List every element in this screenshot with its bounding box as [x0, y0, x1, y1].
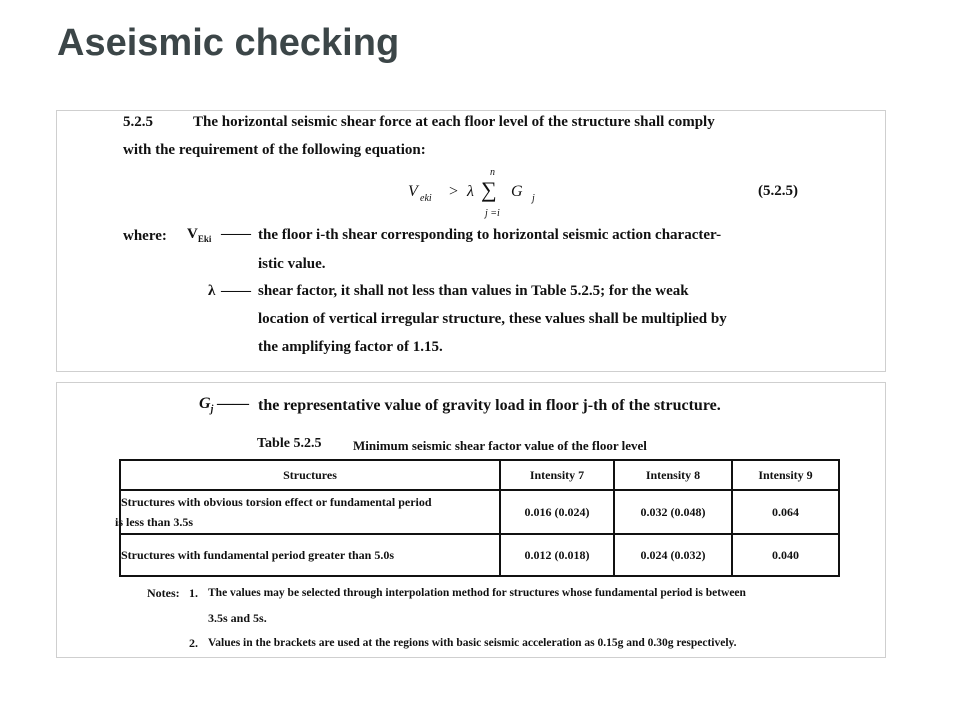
- table-cell: 0.064: [732, 490, 839, 534]
- table-header: Intensity 9: [732, 460, 839, 490]
- table-panel: [56, 382, 886, 658]
- def-lambda-line3: the amplifying factor of 1.15.: [258, 339, 443, 355]
- eq-factor: λ: [467, 183, 474, 200]
- eq-lhs: V: [408, 183, 418, 200]
- row-label-line2: is less than 3.5s: [115, 515, 194, 529]
- table-header: Intensity 7: [500, 460, 614, 490]
- def-dash-v: ——: [221, 226, 251, 242]
- table-header: Intensity 8: [614, 460, 732, 490]
- note-2-line1: Values in the brackets are used at the regions with basic seismic acceleration as 0.15g and 0.30g respectively.: [208, 637, 737, 649]
- note-number: 2.: [189, 636, 198, 650]
- notes-label: Notes:: [147, 586, 180, 600]
- def-symbol-v: $V_{Eki}$: [187, 226, 212, 244]
- table-caption-text: Minimum seismic shear factor value of the floor level: [353, 438, 647, 453]
- slide-title: Aseismic checking: [57, 22, 400, 64]
- shear-factor-table: [115, 459, 840, 577]
- def-v-line1: the floor i-th shear corresponding to horizontal seismic action character-: [258, 227, 722, 243]
- clause-panel: [56, 110, 886, 372]
- table-row: [120, 534, 839, 576]
- row-label-line1: Structures with obvious torsion effect or fundamental period: [121, 495, 432, 509]
- eq-label: (5.2.5): [758, 183, 798, 199]
- table-row: [120, 490, 839, 534]
- clause-number: 5.2.5: [123, 114, 153, 130]
- eq-term: G: [511, 183, 523, 200]
- table-cell: 0.024 (0.032): [614, 534, 732, 576]
- eq-sum-symbol: ∑: [481, 177, 497, 202]
- clause-text-line1: The horizontal seismic shear force at each floor level of the structure shall comply: [193, 114, 715, 130]
- def-lambda-line1: shear factor, it shall not less than values in Table 5.2.5; for the weak: [258, 283, 689, 299]
- eq-lower-limit: j =i: [485, 208, 500, 219]
- row-label: Structures with fundamental period greater than 5.0s: [120, 534, 500, 576]
- def-v-line2: istic value.: [258, 256, 326, 272]
- row-label: [115, 490, 500, 534]
- def-dash-g: ——: [217, 395, 249, 412]
- def-symbol-lambda: λ: [208, 283, 216, 299]
- def-symbol-g: $G_j$: [199, 395, 214, 416]
- table-cell: 0.032 (0.048): [614, 490, 732, 534]
- table-header-row: [120, 460, 839, 490]
- note-1-line2: 3.5s and 5s.: [208, 611, 267, 625]
- table-header: Structures: [120, 460, 500, 490]
- eq-term-sub: j: [532, 193, 535, 204]
- note-1-line1: The values may be selected through interpolation method for structures whose fundamental period is between: [208, 587, 746, 599]
- def-g-line1: the representative value of gravity load in floor j-th of the structure.: [258, 397, 721, 414]
- table-cell: 0.040: [732, 534, 839, 576]
- eq-operator: >: [448, 183, 459, 200]
- clause-text-line2: with the requirement of the following equation:: [123, 142, 426, 158]
- eq-upper-limit: n: [490, 167, 495, 178]
- def-lambda-line2: location of vertical irregular structure, these values shall be multiplied by: [258, 311, 727, 327]
- where-label: where:: [123, 228, 167, 244]
- def-dash-lambda: ——: [221, 283, 251, 299]
- eq-lhs-sub: eki: [420, 193, 432, 204]
- table-cell: 0.016 (0.024): [500, 490, 614, 534]
- table-caption-number: Table 5.2.5: [257, 436, 322, 451]
- table-cell: 0.012 (0.018): [500, 534, 614, 576]
- note-number: 1.: [189, 586, 198, 600]
